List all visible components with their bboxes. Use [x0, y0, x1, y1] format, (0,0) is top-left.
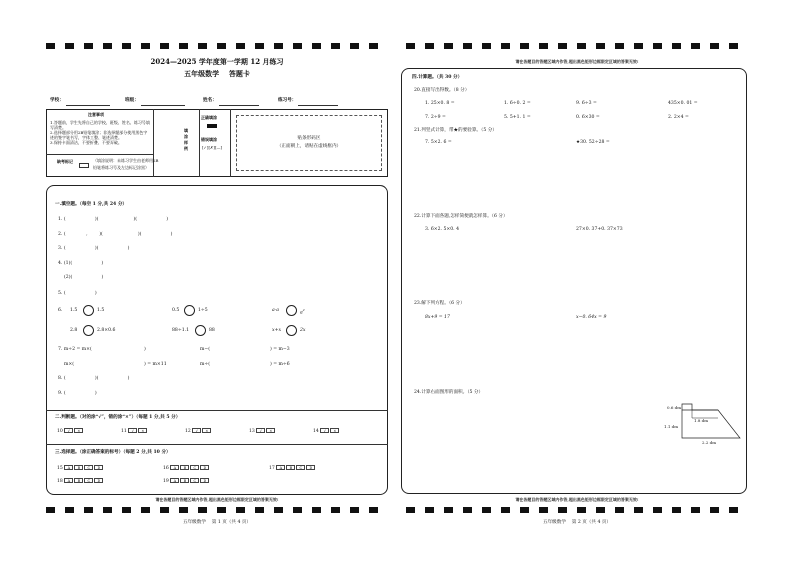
judge-item-13[interactable]: 13 √ × [249, 428, 276, 434]
q6-number: 6. [58, 308, 63, 313]
choice-item-17[interactable]: 17 A B C D [269, 465, 316, 471]
q24-title: 24.计算右面图形的面积。（5 分） [414, 390, 484, 395]
q20-1[interactable]: 1. 25×0. 8 = [425, 101, 455, 106]
compare-circle-1[interactable] [83, 305, 94, 316]
barcode-area [236, 115, 382, 171]
fill-row-8[interactable]: 8. ( )( ) [58, 376, 130, 381]
top-dashed-marker-right [406, 43, 748, 49]
q22-b[interactable]: 27×0. 37+0. 37×73 [576, 227, 623, 232]
exam-subtitle: 五年级数学 答题卡 [184, 69, 250, 78]
dim-11: 1.1 dm [664, 424, 678, 429]
barcode-note: （正面朝上，请贴在虚线框内） [276, 144, 342, 149]
absent-mark-box[interactable] [79, 163, 89, 168]
q20-4[interactable]: 435×0. 01 = [668, 101, 698, 106]
left-page-footer: 五年级数学 第 1 页（共 4 页） [182, 520, 252, 525]
judge-item-11[interactable]: 11 √ × [121, 428, 148, 434]
choice-item-18[interactable]: 18 A B C D [57, 478, 104, 484]
fill-row-4b[interactable]: (2)( ) [64, 275, 104, 280]
q20-7[interactable]: 0. 6×30 = [576, 115, 600, 120]
correct-fill-sample [207, 124, 217, 128]
q23-b[interactable]: x−0. 64x = 9 [576, 315, 607, 320]
fill-row-3[interactable]: 3. ( )( ) [58, 246, 130, 251]
section-1-title: 一.填空题。（每空 1 分,共 24 分） [55, 202, 128, 207]
compare-circle-5[interactable] [195, 325, 206, 336]
q6-b1: 0.5 [172, 308, 180, 313]
compare-circle-2[interactable] [184, 305, 195, 316]
q7-row-2[interactable]: m×( [64, 362, 74, 367]
absent-mark-label: 缺考标记 [57, 159, 73, 164]
q21-b[interactable]: ★30. 52÷28 = [576, 140, 610, 145]
dim-06: 0.6 dm [667, 405, 681, 410]
q20-8[interactable]: 2. 2×4 = [668, 115, 689, 120]
q20-2[interactable]: 1. 6÷0. 2 = [504, 101, 531, 106]
school-label: 学校： [50, 98, 64, 103]
q22-title: 22.计算下面各题,怎样简便就怎样算。（6 分） [414, 214, 508, 219]
q6-b2: 1÷5 [198, 308, 208, 313]
wrong-fill-sample: [✓][✗][—] [202, 145, 223, 150]
exam-no-label: 练习号： [278, 98, 297, 103]
notice-title: 注意事项 [88, 112, 104, 117]
compare-circle-6[interactable] [286, 325, 297, 336]
dim-22: 2.2 dm [702, 440, 716, 445]
compare-circle-3[interactable] [286, 305, 297, 316]
q6-c2: $a^2$ [300, 308, 305, 316]
q20-5[interactable]: 7. 2÷9 = [425, 115, 446, 120]
q21-title: 21.列竖式计算，带★的要验算。（5 分） [414, 128, 497, 133]
q7-row-1-d: ) = m−3 [270, 347, 290, 352]
q6-a1: 1.5 [70, 308, 78, 313]
fill-row-2[interactable]: 2. ( , )( )( ) [58, 232, 173, 237]
school-field[interactable] [66, 105, 110, 106]
right-header-note: 请在各题目的答题区域内作答,超出黑色矩形边框限定区域的答案无效! [515, 59, 639, 64]
fill-row-4[interactable]: 4. (1)( ) [58, 261, 104, 266]
q20-title: 20.直接写出得数。（8 分） [414, 88, 470, 93]
judge-item-12[interactable]: 12 √ × [185, 428, 212, 434]
q7-row-1[interactable]: 7. m÷2 = m×( [58, 347, 92, 352]
choice-item-15[interactable]: 15 A B C D [57, 465, 104, 471]
q6-f1: x+x [272, 328, 282, 333]
top-dashed-marker-left [46, 43, 388, 49]
barcode-title: 贴条形码区 [297, 136, 321, 141]
choice-item-19[interactable]: 19 A B C D [163, 478, 210, 484]
name-field[interactable] [219, 105, 259, 106]
q6-d2: 2.8×0.6 [97, 328, 116, 333]
compare-circle-4[interactable] [83, 325, 94, 336]
judge-item-10[interactable]: 10 √ × [57, 428, 84, 434]
q21-a[interactable]: 7. 5×2. 6 = [425, 140, 452, 145]
q23-title: 23.解下列方程。（6 分） [414, 301, 465, 306]
fill-row-9[interactable]: 9. ( ) [58, 391, 97, 396]
fill-sample-label: 填涂样例 [184, 128, 188, 151]
q6-a2: 1.5 [97, 308, 105, 313]
q7-row-2-d: ) = m÷6 [270, 362, 290, 367]
class-label: 班级： [125, 98, 139, 103]
right-page-footer: 五年级数学 第 2 页（共 4 页） [542, 520, 612, 525]
section-3-title: 三.选择题。（涂正确答案的标号）（每题 2 分,共 10 分） [55, 450, 171, 455]
q6-f2: 2x [300, 328, 306, 333]
q6-c1: a·a [272, 308, 279, 313]
q6-d1: 2.8 [70, 328, 78, 333]
wrong-fill-label: 错误填涂 [201, 137, 217, 142]
section-4-title: 四.计算题。（共 30 分） [412, 75, 463, 80]
section-2-title: 二.判断题。（对的涂“√”，错的涂“×”）（每题 1 分,共 5 分） [55, 415, 181, 420]
q7-row-2-b: ) = m×11 [144, 362, 167, 367]
notice-text: 1.答题前，学生先将自己的学校、班级、姓名、练习号填写清楚。 2.选择题部分用2B铅笔填涂；非选择题部分使用黑色字迹的签字笔书写，字体工整、笔迹清楚。 3.保持卡面清洁，不要折叠、不要弄破。 [50, 120, 150, 145]
q20-6[interactable]: 5. 5+1. 1 = [504, 115, 531, 120]
fill-row-5[interactable]: 5. ( ) [58, 291, 97, 296]
judge-item-14[interactable]: 14 √ × [313, 428, 340, 434]
q7-row-1-b: ) [144, 347, 146, 352]
q6-e2: 88 [209, 328, 215, 333]
name-label: 姓名： [203, 98, 217, 103]
absent-note-2: 铅笔将练习号及左边标记涂黑） [93, 165, 149, 170]
left-footer-note: 请在各题目的答题区域内作答,超出黑色矩形边框限定区域的答案无效! [155, 497, 279, 502]
q7-row-2-c[interactable]: m÷( [200, 362, 210, 367]
absent-note-1: （填涂说明：未练习学生由老师用2B [93, 158, 159, 163]
dim-18: 1.8 dm [694, 418, 708, 423]
exam-title: 2024—2025 学年度第一学期 12 月练习 [150, 57, 284, 66]
class-field[interactable] [141, 105, 185, 106]
bottom-dashed-marker-left [46, 507, 388, 513]
bottom-dashed-marker-right [406, 507, 748, 513]
q23-a[interactable]: 8x+9 = 17 [425, 315, 450, 320]
choice-item-16[interactable]: 16 A B C D [163, 465, 210, 471]
correct-fill-label: 正确填涂 [201, 115, 217, 120]
q6-e1: 88÷1.1 [172, 328, 190, 333]
fill-row-1[interactable]: 1. ( )( )( ) [58, 217, 169, 222]
right-footer-note: 请在各题目的答题区域内作答,超出黑色矩形边框限定区域的答案无效! [515, 497, 639, 502]
exam-no-field[interactable] [298, 105, 338, 106]
q7-row-1-c[interactable]: m−( [200, 347, 210, 352]
q22-a[interactable]: 3. 6×2. 5×0. 4 [425, 227, 459, 232]
q20-3[interactable]: 9. 6÷3 = [576, 101, 597, 106]
